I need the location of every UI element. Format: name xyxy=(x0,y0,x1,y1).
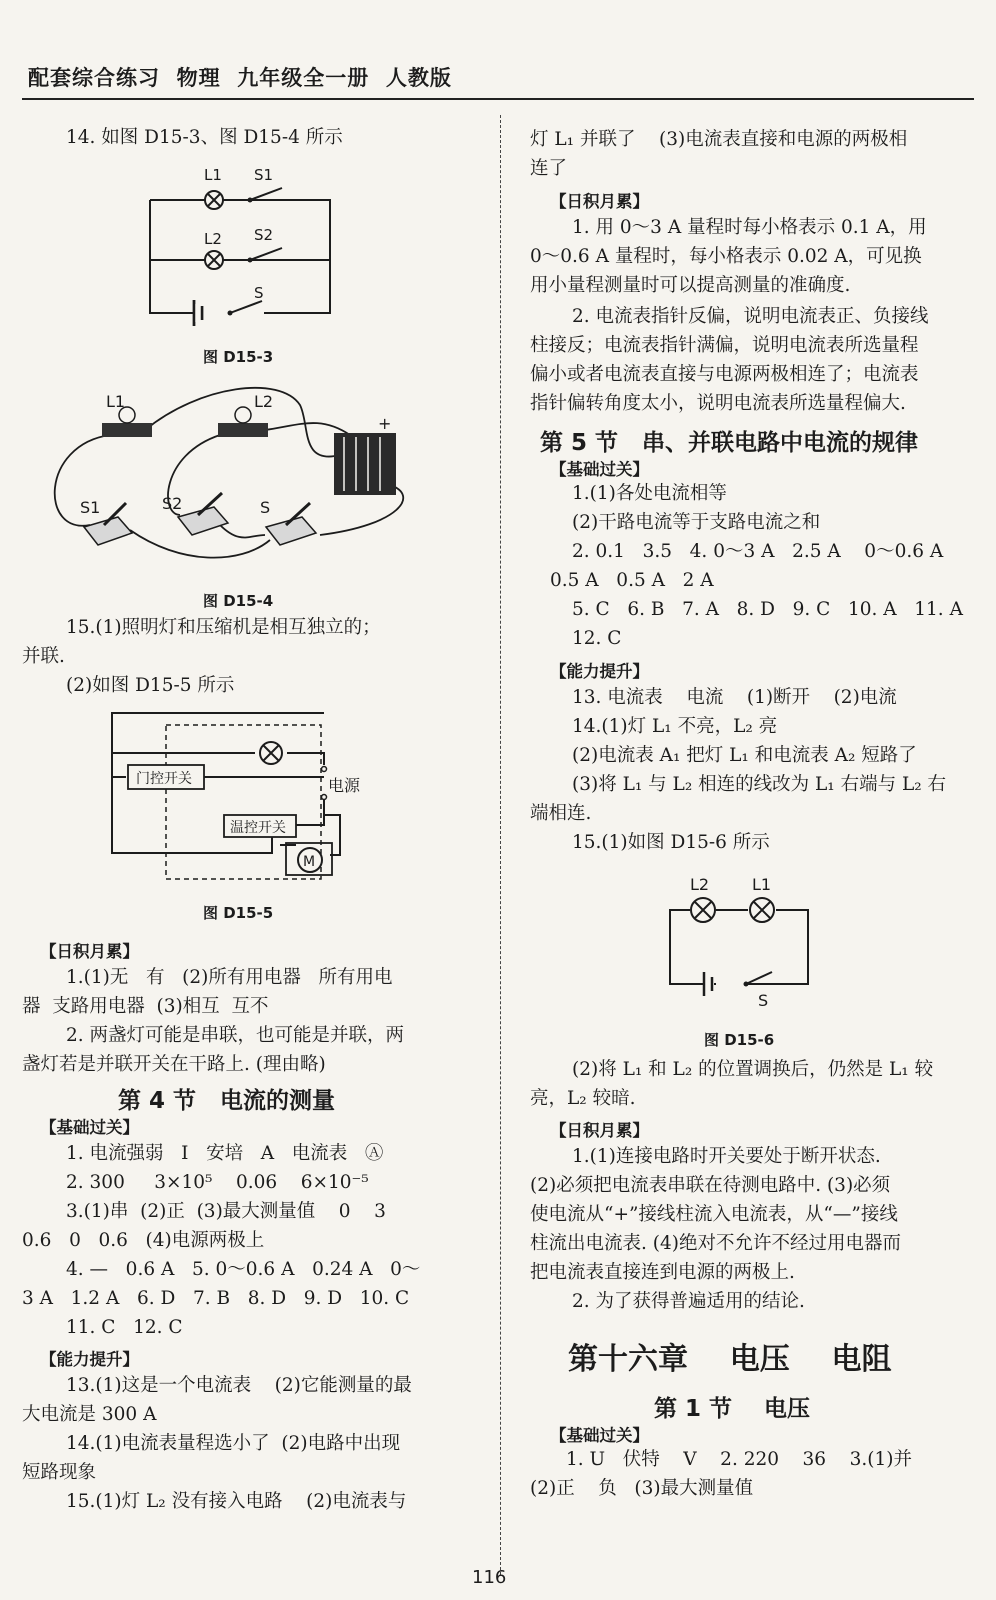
m-answer-2-cont-3: 指针偏转角度太小，说明电流表所选量程偏大. xyxy=(530,393,906,414)
d15-3-label-l2: L2 xyxy=(204,230,222,248)
caption-d15-6: 图 D15-6 xyxy=(704,1031,775,1049)
d15-3-switch-s1 xyxy=(250,188,282,200)
m-answer-2-cont-2: 偏小或者电流表直接与电源两极相连了；电流表 xyxy=(530,364,919,385)
page-number: 116 xyxy=(472,1567,507,1588)
d15-6-battery xyxy=(704,972,714,996)
q-answer-2: 2. 为了获得普遍适用的结论. xyxy=(572,1291,805,1312)
d15-4-wire-5 xyxy=(130,530,270,558)
page-header: 配套综合练习 物理 九年级全一册 人教版 xyxy=(28,66,452,90)
chapter-16-title: 第十六章 电压 电阻 xyxy=(568,1342,892,1377)
figure-d15-6 xyxy=(500,862,996,1022)
d15-5-power-label: 电源 xyxy=(328,776,361,795)
v-answer-1-cont: (2)正 负 (3)最大测量值 xyxy=(530,1478,754,1499)
d15-4-wire-6 xyxy=(220,525,265,538)
p-answer-14-2: (2)电流表 A₁ 把灯 L₁ 和电流表 A₂ 短路了 xyxy=(572,745,917,766)
figure-d15-5 xyxy=(0,705,500,895)
d15-5-motor-label: M xyxy=(303,854,316,870)
cont-line-2: 连了 xyxy=(530,158,568,179)
b-answer-3: 3.(1)串 (2)正 (3)最大测量值 0 3 xyxy=(66,1201,386,1222)
n-answer-15: 15.(1)灯 L₂ 没有接入电路 (2)电流表与 xyxy=(66,1491,407,1512)
rjyl-1-line-2: 器 支路用电器 (3)相互 互不 xyxy=(22,996,269,1017)
k-answer-5: 5. C 6. B 7. A 8. D 9. C 10. A 11. A xyxy=(572,599,963,620)
d15-3-switch-s xyxy=(230,301,262,313)
rjyl-1-line-1: 1.(1)无 有 (2)所有用电器 所有用电 xyxy=(66,967,393,988)
d15-4-lamp-l2 xyxy=(218,407,268,437)
section-4-title: 第 4 节 电流的测量 xyxy=(118,1088,336,1114)
d15-4-switch-s2 xyxy=(178,493,228,535)
d15-3-wire-outer xyxy=(150,200,330,313)
k-answer-12: 12. C xyxy=(572,628,622,649)
d15-6-label-l2: L2 xyxy=(690,875,710,894)
p-answer-14-3: (3)将 L₁ 与 L₂ 相连的线改为 L₁ 右端与 L₂ 右 xyxy=(572,774,947,795)
section-rijiyuelei-2: 【日积月累】 xyxy=(550,192,649,211)
p-answer-15-2-cont: 亮，L₂ 较暗. xyxy=(530,1088,636,1109)
q-answer-1: 1.(1)连接电路时开关要处于断开状态. xyxy=(572,1146,881,1167)
section-rijiyuelei-3: 【日积月累】 xyxy=(550,1121,649,1140)
d15-3-label-s: S xyxy=(254,284,264,302)
answer-15-1: 15.(1)照明灯和压缩机是相互独立的； xyxy=(66,617,381,638)
figure-d15-3 xyxy=(0,160,500,370)
answer-15-2: (2)如图 D15-5 所示 xyxy=(66,675,235,696)
q-answer-1-cont-4: 把电流表直接连到电源的两极上. xyxy=(530,1262,795,1283)
d15-6-label-s: S xyxy=(758,991,769,1010)
b-answer-4: 4. — 0.6 A 5. 0～0.6 A 0.24 A 0～ xyxy=(66,1259,421,1280)
d15-6-switch xyxy=(746,972,772,984)
k-answer-2: 2. 0.1 3.5 4. 0～3 A 2.5 A 0～0.6 A xyxy=(572,541,944,562)
section-jichu-2: 【基础过关】 xyxy=(550,460,649,479)
d15-3-switch-s2 xyxy=(250,248,282,260)
answer-14: 14. 如图 D15-3、图 D15-4 所示 xyxy=(66,127,343,148)
d15-4-label-l1: L1 xyxy=(106,392,126,411)
d15-4-lamp-l1 xyxy=(102,407,152,437)
d15-4-switch-s xyxy=(266,503,316,545)
b-answer-2: 2. 300 3×10⁵ 0.06 6×10⁻⁵ xyxy=(66,1172,369,1193)
section-jichu-1: 【基础过关】 xyxy=(40,1118,139,1137)
caption-d15-5: 图 D15-5 xyxy=(203,904,274,922)
b-answer-4-cont: 3 A 1.2 A 6. D 7. B 8. D 9. D 10. C xyxy=(22,1288,410,1309)
b-answer-11: 11. C 12. C xyxy=(66,1317,183,1338)
rjyl-2-line-2: 盏灯若是并联开关在干路上. (理由略) xyxy=(22,1054,326,1075)
d15-4-label-plus: + xyxy=(378,414,392,433)
d15-5-temp-switch-label: 温控开关 xyxy=(230,820,286,836)
caption-d15-4: 图 D15-4 xyxy=(203,592,274,610)
q-answer-1-cont-3: 柱流出电流表. (4)绝对不允许不经过用电器而 xyxy=(530,1233,901,1254)
n-answer-14-cont: 短路现象 xyxy=(22,1462,97,1483)
n-answer-14: 14.(1)电流表量程选小了 (2)电路中出现 xyxy=(66,1433,401,1454)
k-answer-1-2: (2)干路电流等于支路电流之和 xyxy=(572,512,821,533)
d15-6-wire xyxy=(670,910,808,984)
section-nengli-2: 【能力提升】 xyxy=(550,662,649,681)
d15-5-wire-top xyxy=(112,753,324,765)
m-answer-1: 1. 用 0～3 A 量程时每小格表示 0.1 A，用 xyxy=(572,217,927,238)
d15-3-label-s2: S2 xyxy=(254,226,274,244)
figure-d15-4 xyxy=(0,385,500,585)
d15-6-label-l1: L1 xyxy=(752,875,772,894)
p-answer-15-2: (2)将 L₁ 和 L₂ 的位置调换后，仍然是 L₁ 较 xyxy=(572,1059,934,1080)
n-answer-13: 13.(1)这是一个电流表 (2)它能测量的最 xyxy=(66,1375,412,1396)
section-5-title: 第 5 节 串、并联电路中电流的规律 xyxy=(540,430,919,456)
d15-4-label-s2: S2 xyxy=(162,494,183,513)
p-answer-13: 13. 电流表 电流 (1)断开 (2)电流 xyxy=(572,687,897,708)
section-1-title: 第 1 节 电压 xyxy=(654,1396,811,1422)
d15-5-door-switch-label: 门控开关 xyxy=(136,771,192,787)
header-rule xyxy=(22,98,974,100)
rjyl-2-line-1: 2. 两盏灯可能是串联，也可能是并联，两 xyxy=(66,1025,405,1046)
q-answer-1-cont-1: (2)必须把电流表串联在待测电路中. (3)必须 xyxy=(530,1175,891,1196)
section-nengli-1: 【能力提升】 xyxy=(40,1350,139,1369)
d15-4-label-l2: L2 xyxy=(254,392,274,411)
d15-4-battery xyxy=(334,433,396,495)
m-answer-2: 2. 电流表指针反偏，说明电流表正、负接线 xyxy=(572,306,929,327)
column-divider xyxy=(500,115,501,1575)
p-answer-14-3-cont: 端相连. xyxy=(530,803,592,824)
p-answer-15: 15.(1)如图 D15-6 所示 xyxy=(572,832,770,853)
d15-3-label-s1: S1 xyxy=(254,166,274,184)
caption-d15-3: 图 D15-3 xyxy=(203,348,274,366)
b-answer-3-cont: 0.6 0 0.6 (4)电源两极上 xyxy=(22,1230,265,1251)
v-answer-1: 1. U 伏特 V 2. 220 36 3.(1)并 xyxy=(566,1449,912,1470)
p-answer-14: 14.(1)灯 L₁ 不亮，L₂ 亮 xyxy=(572,716,778,737)
d15-5-wire-lower xyxy=(296,800,324,825)
answer-15-1-cont: 并联. xyxy=(22,646,65,667)
d15-4-label-s1: S1 xyxy=(80,498,101,517)
cont-line-1: 灯 L₁ 并联了 (3)电流表直接和电源的两极相 xyxy=(530,129,908,150)
section-rijiyuelei-1: 【日积月累】 xyxy=(40,942,139,961)
d15-3-label-l1: L1 xyxy=(204,166,222,184)
m-answer-1-cont-2: 用小量程测量时可以提高测量的准确度. xyxy=(530,275,851,296)
k-answer-2-cont: 0.5 A 0.5 A 2 A xyxy=(550,570,714,591)
b-answer-1: 1. 电流强弱 I 安培 A 电流表 Ⓐ xyxy=(66,1143,384,1164)
k-answer-1: 1.(1)各处电流相等 xyxy=(572,483,727,504)
d15-4-label-s: S xyxy=(260,498,271,517)
m-answer-1-cont-1: 0～0.6 A 量程时，每小格表示 0.02 A，可见换 xyxy=(530,246,922,267)
n-answer-13-cont: 大电流是 300 A xyxy=(22,1404,157,1425)
section-jichu-3: 【基础过关】 xyxy=(550,1426,649,1445)
q-answer-1-cont-2: 使电流从“+”接线柱流入电流表，从“—”接线 xyxy=(530,1204,898,1225)
m-answer-2-cont-1: 柱接反；电流表指针满偏，说明电流表所选量程 xyxy=(530,335,919,356)
